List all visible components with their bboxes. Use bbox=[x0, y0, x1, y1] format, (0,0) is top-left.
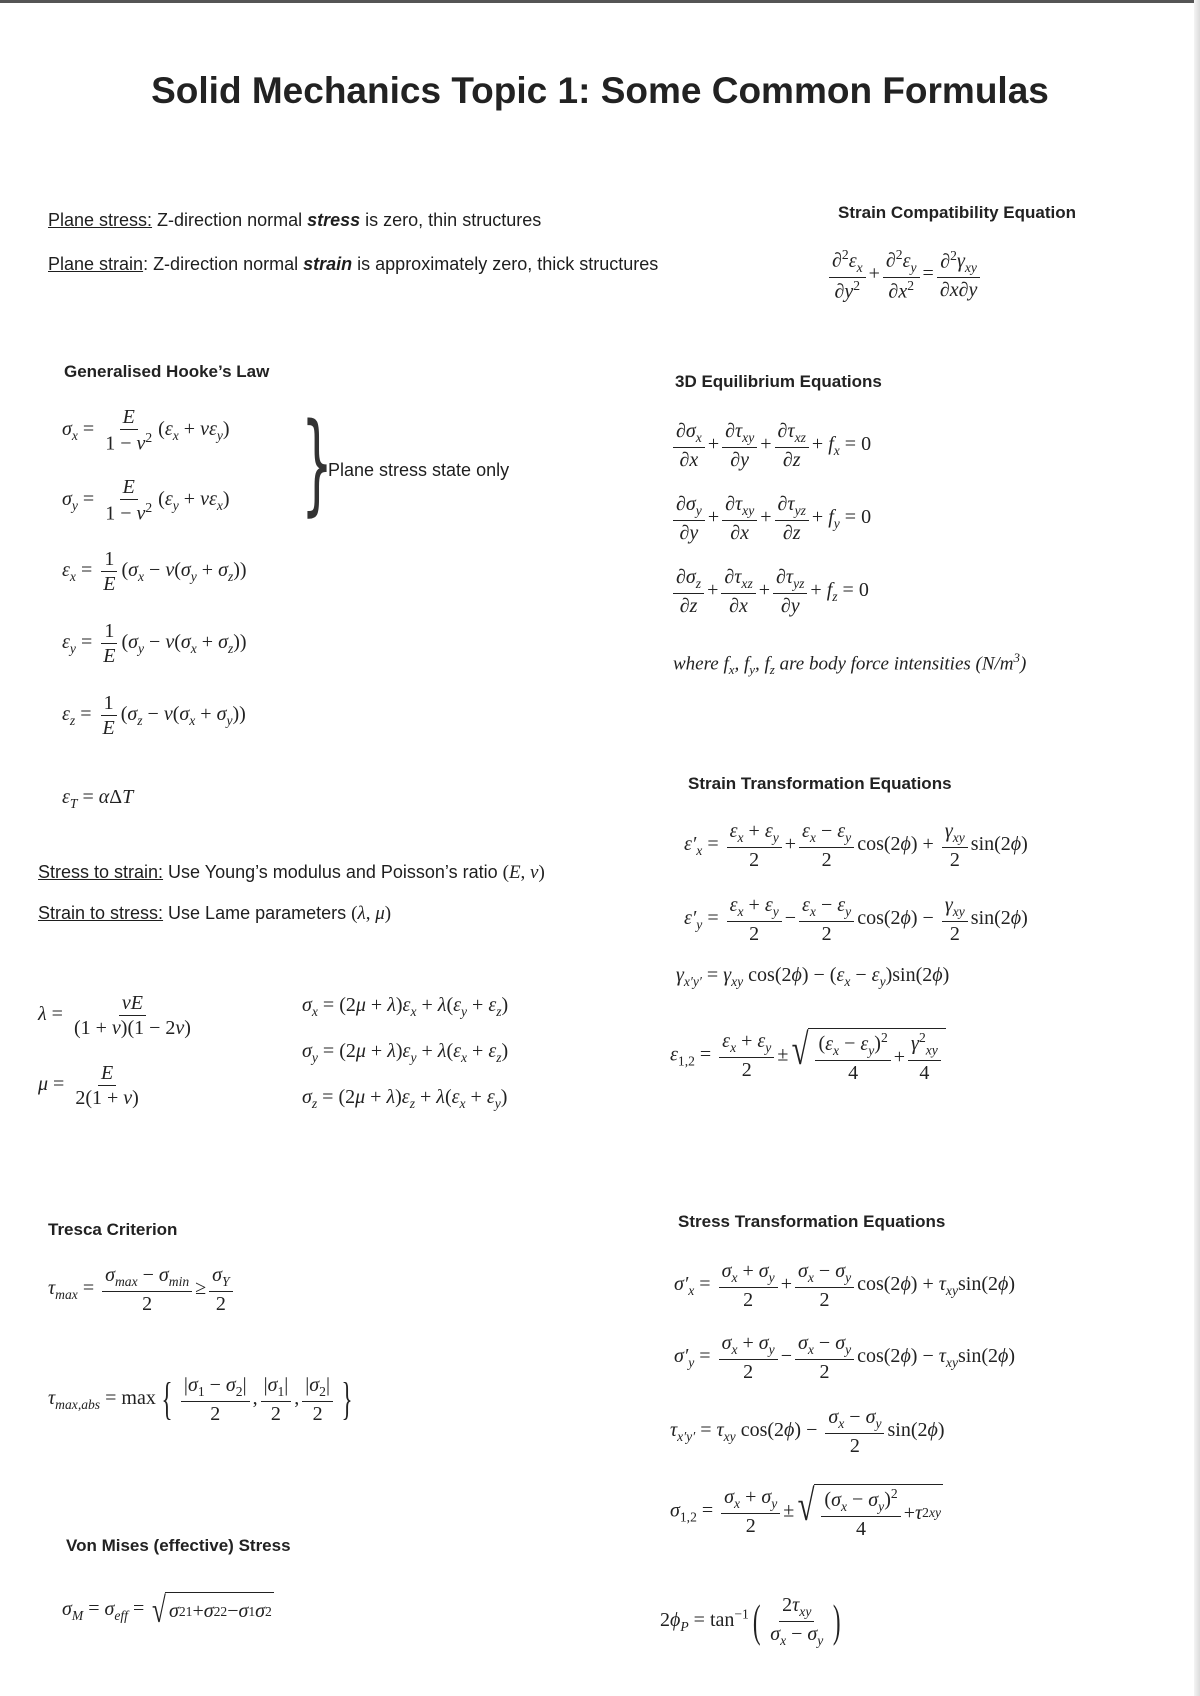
plane-stress-note: Plane stress state only bbox=[328, 460, 510, 480]
stress-transform-y-equation: $\sigma'_y$ = $\frac{\sigma_x + \sigma_y}{2}$ − $\frac{\sigma_x - \sigma_y}{2}$ $\cos(2\phi) - \tau_{xy}\sin(2\phi)$ bbox=[674, 1332, 1016, 1383]
equilibrium-y-equation: $\frac{\partial\sigma_y}{\partial y}$ + $\partial\tau_{xy}$ ∂x + $\partial\tau_{yz}$ ∂z + $f_y = 0$ bbox=[670, 493, 871, 544]
plane-strain-definition bbox=[48, 254, 658, 275]
heading-hookes-law: Generalised Hooke’s Law bbox=[64, 362, 270, 381]
hooke-epsilon-x-equation: $\varepsilon_x$ = $\frac{1}{E}$ $(\sigma_x - \nu(\sigma_y + \sigma_z))$ bbox=[62, 548, 247, 595]
hooke-sigma-y-equation: $\sigma_y$ = $\frac{E}{1 - \nu^2}$ $(\varepsilon_y + \nu\varepsilon_x)$ bbox=[62, 476, 230, 525]
plane-stress-emphasis: stress bbox=[307, 210, 361, 230]
stress-transform-x-equation: $\sigma'_x$ = $\frac{\sigma_x + \sigma_y}{2}$ + $\frac{\sigma_x - \sigma_y}{2}$ $\cos(2\phi) + \tau_{xy}\sin(2\phi)$ bbox=[674, 1260, 1016, 1311]
strain-transform-x-equation: $\varepsilon'_x$ = $\frac{\varepsilon_x + \varepsilon_y}{2}$ + $\frac{\varepsilon_x - \varepsilon_y}{2}$ cos(2ϕ) + $\gamma_{xy}$ 2 sin(2ϕ) bbox=[684, 820, 1028, 871]
hooke-epsilon-y-equation: $\varepsilon_y$ = $\frac{1}{E}$ $(\sigma_y - \nu(\sigma_x + \sigma_z))$ bbox=[62, 620, 247, 667]
right-brace-icon: } bbox=[301, 399, 333, 527]
page-title: Solid Mechanics Topic 1: Some Common Formulas bbox=[151, 70, 1049, 111]
tresca-equation: $\tau_{max}$ = $\sigma_{max} - \sigma_{min}$ 2 ≥ $\frac{\sigma_Y}{2}$ bbox=[48, 1264, 236, 1315]
tresca-absolute-equation: $\tau_{max,abs} = \max$ { $\frac{|\sigma_1 - \sigma_2|}{2}$ , $\frac{|\sigma_1|}{2}$ , $\frac{|\sigma_2|}{2}$ } bbox=[48, 1373, 353, 1425]
stress-to-strain-note: Stress to strain: Use Young’s modulus and Poisson’s ratio (E, ν) bbox=[38, 862, 545, 883]
lame-sigma-z-equation: $\sigma_z = (2\mu + \lambda)\varepsilon_z + \lambda(\varepsilon_x + \varepsilon_y)$ bbox=[302, 1086, 508, 1111]
principal-angle-equation: $2\phi_P = \tan^{-1}$( $2\tau_{xy}$ $\sigma_x - \sigma_y$ ) bbox=[660, 1594, 841, 1648]
lame-sigma-x-equation: $\sigma_x = (2\mu + \lambda)\varepsilon_x + \lambda(\varepsilon_y + \varepsilon_z)$ bbox=[302, 994, 509, 1019]
lame-lambda-equation: λ = $\frac{\nu E}{(1 + \nu)(1 - 2\nu)}$ bbox=[38, 992, 191, 1039]
heading-equilibrium: 3D Equilibrium Equations bbox=[675, 372, 882, 391]
plane-stress-definition bbox=[48, 210, 541, 231]
plane-stress-label: Plane stress: bbox=[48, 210, 153, 230]
lame-mu-equation: μ = $\frac{E}{2(1 + \nu)}$ bbox=[38, 1062, 139, 1109]
principal-stress-equation: $\sigma_{1,2}$ = $\frac{\sigma_x + \sigma_y}{2}$ ± √ $(\sigma_x - \sigma_y)^2$ 4 + τ 2 xy bbox=[670, 1481, 942, 1540]
plane-stress-tail: is zero, thin structures bbox=[360, 210, 542, 230]
stress-transform-shear-equation: $\tau_{x'y'} = \tau_{xy}$ cos(2ϕ) − $\frac{\sigma_x - \sigma_y}{2}$ sin(2ϕ) bbox=[670, 1406, 945, 1457]
equilibrium-z-equation: $\frac{\partial\sigma_z}{\partial z}$ + $\partial\tau_{xz}$ ∂x + $\partial\tau_{yz}$ ∂y + $f_z = 0$ bbox=[670, 566, 869, 617]
plane-stress-text: Z-direction normal bbox=[152, 210, 308, 230]
plane-strain-emphasis: strain bbox=[303, 254, 353, 274]
heading-von-mises: Von Mises (effective) Stress bbox=[66, 1536, 291, 1555]
plane-strain-text: : Z-direction normal bbox=[143, 254, 304, 274]
principal-strain-equation: $\varepsilon_{1,2}$ = $\frac{\varepsilon_x + \varepsilon_y}{2}$ ± √ $(\varepsilon_x - \varepsilon_y)^2$ 4 + $\gamma^2_{xy}$ 4 bbox=[670, 1028, 946, 1084]
stress-to-strain-label: Stress to strain: bbox=[38, 862, 164, 882]
heading-strain-compatibility: Strain Compatibility Equation bbox=[838, 203, 1077, 222]
body-force-note-start: where f bbox=[673, 653, 729, 675]
stress-to-strain-text: Use Young’s modulus and Poisson’s ratio bbox=[163, 862, 503, 882]
plane-strain-tail: is approximately zero, thick structures bbox=[352, 254, 659, 274]
plane-strain-label: Plane strain bbox=[48, 254, 144, 274]
thermal-strain-equation: $\varepsilon_T = \alpha\Delta T$ bbox=[62, 786, 134, 811]
strain-to-stress-note: Strain to stress: Use Lame parameters (λ, μ) bbox=[38, 903, 392, 924]
heading-tresca: Tresca Criterion bbox=[48, 1220, 178, 1239]
heading-strain-transformation: Strain Transformation Equations bbox=[688, 774, 952, 793]
body-force-note-tail: are body force intensities (N/m bbox=[774, 653, 1014, 675]
heading-stress-transformation: Stress Transformation Equations bbox=[678, 1212, 946, 1231]
top-border-line bbox=[0, 0, 1200, 3]
strain-to-stress-label: Strain to stress: bbox=[38, 903, 164, 923]
strain-transform-shear-equation: $\gamma_{x'y'} = \gamma_{xy}$ $\cos(2\phi) - (\varepsilon_x - \varepsilon_y)\sin(2\phi)$ bbox=[676, 964, 950, 989]
lame-sigma-y-equation: $\sigma_y = (2\mu + \lambda)\varepsilon_y + \lambda(\varepsilon_x + \varepsilon_z)$ bbox=[302, 1040, 509, 1065]
von-mises-equation: $\sigma_M = \sigma_{eff}$ = √ σ 2 1 + σ 2 2 − σ 1 σ 2 bbox=[62, 1590, 272, 1630]
page-right-edge-shadow bbox=[1194, 0, 1200, 1696]
body-force-note: where $f_x$, $f_y$, $f_z$ are body force intensities $(N/m^3)$ bbox=[673, 650, 1027, 678]
strain-compatibility-equation: $\frac{\partial^2\varepsilon_x}{\partial y^2}$ + $\frac{\partial^2\varepsilon_y}{\partial x^2}$ = $\partial^2\gamma_{xy}$ ∂x∂y bbox=[826, 248, 983, 302]
strain-to-stress-text: Use Lame parameters bbox=[163, 903, 352, 923]
equilibrium-x-equation: $\frac{\partial\sigma_x}{\partial x}$ + $\partial\tau_{xy}$ ∂y + $\partial\tau_{xz}$ ∂z + $f_x = 0$ bbox=[670, 420, 871, 471]
hooke-epsilon-z-equation: $\varepsilon_z$ = $\frac{1}{E}$ $(\sigma_z - \nu(\sigma_x + \sigma_y))$ bbox=[62, 692, 246, 739]
hooke-sigma-x-equation: $\sigma_x$ = $\frac{E}{1 - \nu^2}$ $(\varepsilon_x + \nu\varepsilon_y)$ bbox=[62, 406, 230, 455]
strain-transform-y-equation: $\varepsilon'_y$ = $\frac{\varepsilon_x + \varepsilon_y}{2}$ − $\frac{\varepsilon_x - \varepsilon_y}{2}$ cos(2ϕ) − $\gamma_{xy}$ 2 sin(2ϕ) bbox=[684, 894, 1028, 945]
